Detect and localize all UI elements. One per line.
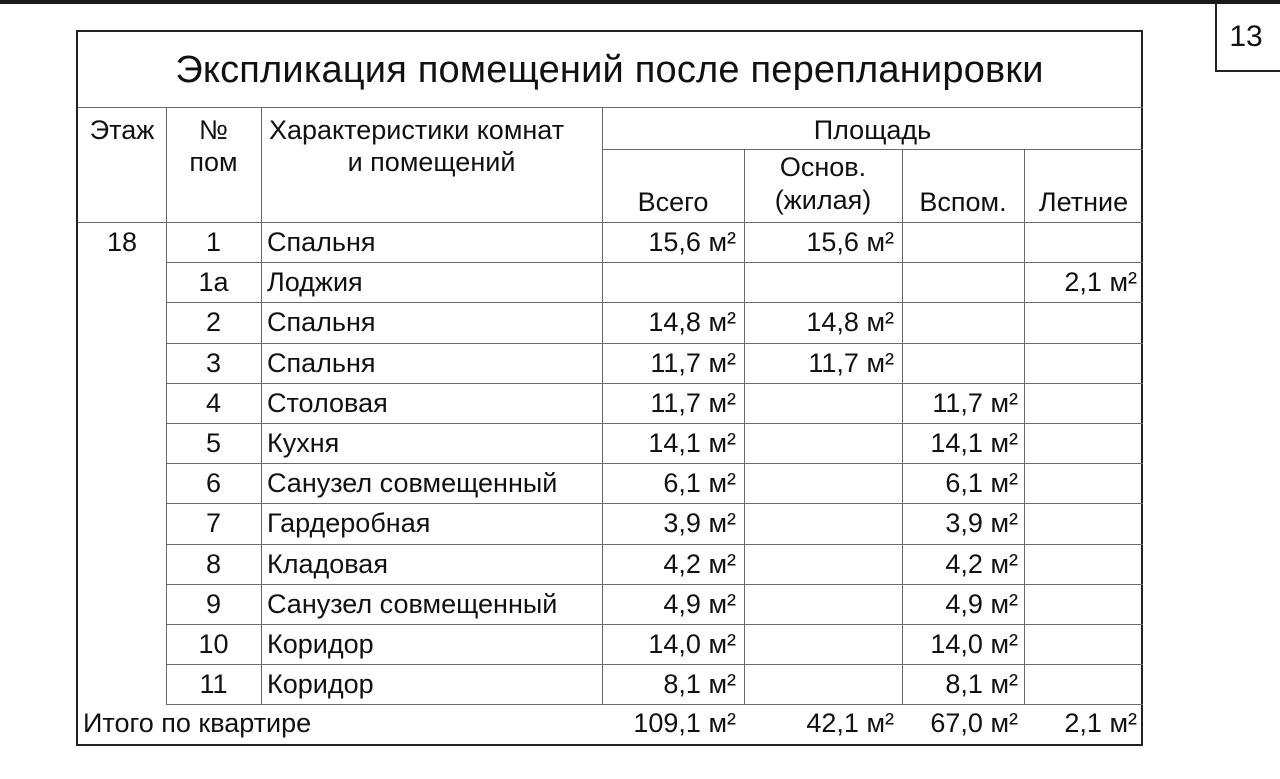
row-rule — [166, 302, 1143, 303]
row-total-area: 6,1 м² — [663, 468, 736, 499]
row-main-area: 14,8 м² — [806, 307, 894, 338]
page-number: 13 — [1215, 4, 1280, 72]
row-name: Столовая — [267, 387, 388, 418]
header-rule — [78, 222, 1143, 223]
col-rule — [166, 107, 167, 704]
row-rule — [166, 423, 1143, 424]
row-number: 2 — [205, 307, 222, 338]
totals-aux-area: 67,0 м² — [930, 708, 1018, 739]
header-summer: Летние — [1038, 187, 1129, 217]
row-aux-area: 11,7 м² — [932, 387, 1018, 418]
row-name: Кладовая — [267, 548, 388, 579]
header-floor: Этаж — [89, 115, 155, 145]
row-name: Санузел совмещенный — [267, 468, 558, 499]
title-rule — [78, 107, 1143, 108]
col-rule — [902, 149, 903, 704]
header-number: № — [199, 115, 228, 145]
row-rule — [166, 503, 1143, 504]
col-rule — [261, 107, 262, 704]
row-total-area: 11,7 м² — [650, 347, 736, 378]
row-aux-area: 4,9 м² — [945, 588, 1018, 619]
row-aux-area: 8,1 м² — [945, 669, 1018, 700]
row-rule — [166, 343, 1143, 344]
row-number: 1 — [205, 227, 222, 257]
row-name: Кухня — [267, 428, 340, 458]
row-rule — [166, 584, 1143, 585]
row-main-area: 15,6 м² — [806, 227, 894, 257]
row-total-area: 11,7 м² — [650, 387, 736, 418]
row-total-area: 15,6 м² — [648, 227, 736, 257]
totals-label: Итого по квартире — [83, 708, 312, 739]
row-aux-area: 4,2 м² — [945, 548, 1018, 579]
row-number: 5 — [205, 428, 222, 458]
header-total: Всего — [637, 187, 709, 217]
row-number: 10 — [198, 629, 229, 659]
row-total-area: 14,0 м² — [648, 629, 736, 659]
totals-main-area: 42,1 м² — [806, 708, 894, 739]
row-number: 8 — [205, 548, 222, 579]
header-aux: Вспом. — [919, 187, 1007, 217]
header-description: Характеристики комнат — [269, 115, 565, 145]
row-total-area: 14,1 м² — [648, 428, 736, 458]
row-main-area: 11,7 м² — [808, 347, 894, 378]
top-border — [0, 0, 1280, 4]
row-number: 1а — [198, 267, 229, 298]
row-name: Спальня — [267, 227, 376, 257]
totals-total-area: 109,1 м² — [633, 708, 736, 739]
row-rule — [166, 544, 1143, 545]
header-main: Основ. — [779, 152, 867, 182]
row-number: 9 — [205, 588, 222, 619]
row-number: 4 — [205, 387, 222, 418]
row-rule — [166, 704, 1143, 705]
row-aux-area: 14,1 м² — [930, 428, 1018, 458]
row-total-area: 3,9 м² — [663, 508, 736, 539]
row-summer-area: 2,1 м² — [1064, 267, 1137, 298]
row-rule — [166, 262, 1143, 263]
totals-summer-area: 2,1 м² — [1064, 708, 1137, 739]
row-aux-area: 14,0 м² — [930, 629, 1018, 659]
row-total-area: 4,9 м² — [663, 588, 736, 619]
row-rule — [166, 664, 1143, 665]
row-rule — [166, 624, 1143, 625]
row-total-area: 14,8 м² — [648, 307, 736, 338]
row-aux-area: 3,9 м² — [945, 508, 1018, 539]
row-name: Спальня — [267, 347, 376, 378]
row-name: Коридор — [267, 669, 374, 700]
area-subheader-rule — [602, 149, 1143, 150]
header-number-sub: пом — [189, 147, 238, 177]
row-number: 11 — [199, 669, 228, 700]
row-number: 6 — [205, 468, 222, 499]
col-rule — [744, 149, 745, 704]
explication-sheet — [76, 30, 1143, 746]
row-total-area: 4,2 м² — [663, 548, 736, 579]
row-total-area: 8,1 м² — [663, 669, 736, 700]
row-name: Санузел совмещенный — [267, 588, 558, 619]
row-number: 7 — [205, 508, 222, 539]
header-area: Площадь — [813, 115, 932, 145]
floor-value: 18 — [106, 227, 138, 257]
header-description-sub: и помещений — [347, 147, 516, 177]
row-name: Лоджия — [267, 267, 363, 298]
row-number: 3 — [205, 347, 222, 378]
row-rule — [166, 383, 1143, 384]
col-rule — [602, 107, 603, 704]
row-aux-area: 6,1 м² — [945, 468, 1018, 499]
row-name: Гардеробная — [267, 508, 431, 539]
row-rule — [166, 463, 1143, 464]
document-title: Экспликация помещений после перепланировки — [175, 48, 1044, 91]
row-name: Спальня — [267, 307, 376, 338]
col-rule — [1024, 149, 1025, 704]
row-name: Коридор — [267, 629, 374, 659]
header-main-sub: (жилая) — [774, 185, 872, 215]
